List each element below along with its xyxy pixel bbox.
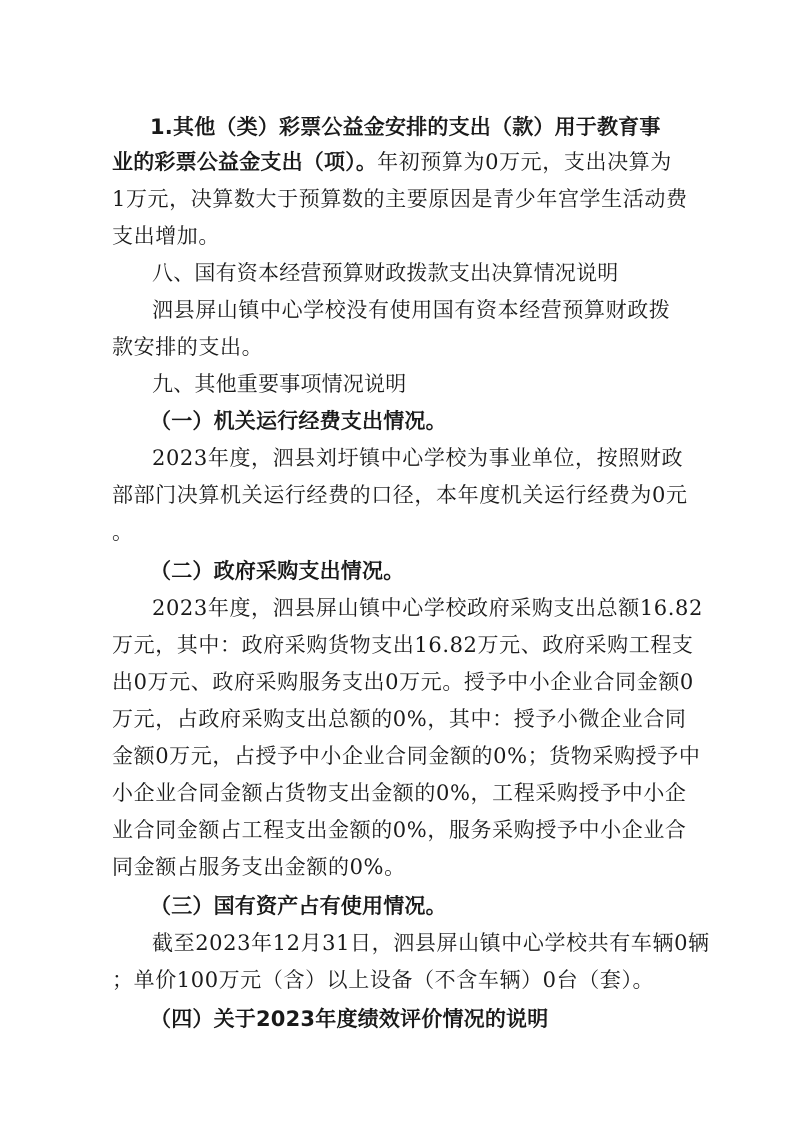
- sub2-paragraph-line: 金额0万元，占授予中小企业合同金额的0%；货物采购授予中: [112, 744, 701, 768]
- item1-heading-end: 业的彩票公益金支出（项）。: [112, 150, 378, 174]
- sub3-paragraph-line: 截至2023年12月31日，泗县屏山镇中心学校共有车辆0辆: [152, 931, 710, 955]
- sub1-paragraph-line: 。: [112, 520, 134, 544]
- section8-paragraph-line: 泗县屏山镇中心学校没有使用国有资本经营预算财政拨: [152, 298, 671, 322]
- sub2-paragraph-line: 业合同金额占工程支出金额的0%，服务采购授予中小企业合: [112, 818, 687, 842]
- sub2-paragraph-line: 万元，其中：政府采购货物支出16.82万元、政府采购工程支: [112, 633, 694, 657]
- sub2-paragraph-line: 出0万元、政府采购服务支出0万元。授予中小企业合同金额0: [112, 670, 694, 694]
- sub1-paragraph-line: 2023年度，泗县刘圩镇中心学校为事业单位，按照财政: [152, 446, 684, 470]
- section8-paragraph-line: 款安排的支出。: [112, 335, 264, 359]
- section8-heading: 八、国有资本经营预算财政拨款支出决算情况说明: [152, 261, 619, 285]
- item1-text-start: 年初预算为0万元，支出决算为: [377, 150, 672, 174]
- item1-text-line: 支出增加。: [112, 224, 220, 248]
- item1-text-line: 1万元，决算数大于预算数的主要原因是青少年宫学生活动费: [112, 187, 688, 211]
- item1-heading-line1: 1.其他（类）彩票公益金安排的支出（款）用于教育事: [150, 115, 661, 139]
- sub2-paragraph-line: 小企业合同金额占货物支出金额的0%，工程采购授予中小企: [112, 781, 687, 805]
- sub3-paragraph-line: ；单价100万元（含）以上设备（不含车辆）0台（套）。: [112, 968, 655, 992]
- sub4-heading: （四）关于2023年度绩效评价情况的说明: [150, 1007, 549, 1031]
- sub1-heading: （一）机关运行经费支出情况。: [150, 409, 447, 433]
- sub3-heading: （三）国有资产占有使用情况。: [150, 894, 447, 918]
- sub2-heading: （二）政府采购支出情况。: [150, 559, 405, 583]
- sub1-paragraph-line: 部部门决算机关运行经费的口径，本年度机关运行经费为0元: [112, 483, 688, 507]
- sub2-paragraph-line: 万元，占政府采购支出总额的0%，其中：授予小微企业合同: [112, 707, 687, 731]
- sub2-paragraph-line: 同金额占服务支出金额的0%。: [112, 855, 406, 879]
- section9-heading: 九、其他重要事项情况说明: [152, 372, 407, 396]
- sub2-paragraph-line: 2023年度，泗县屏山镇中心学校政府采购支出总额16.82: [152, 596, 703, 620]
- item1-heading-line2: [112, 149, 672, 175]
